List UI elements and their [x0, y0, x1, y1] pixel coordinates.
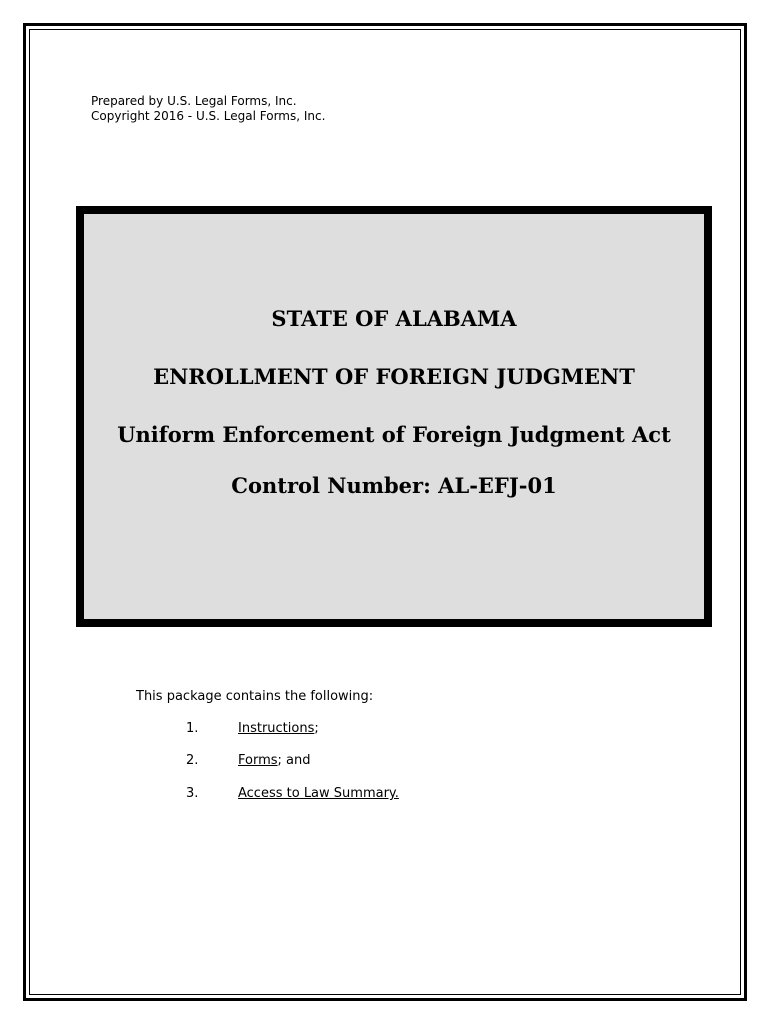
preparer-notice [91, 94, 325, 124]
list-item-number: 3. [186, 786, 199, 801]
state-heading: STATE OF ALABAMA [271, 306, 517, 331]
contents-intro: This package contains the following: [136, 689, 374, 704]
document-title: ENROLLMENT OF FOREIGN JUDGMENT [153, 364, 635, 389]
copyright-line: Copyright 2016 - U.S. Legal Forms, Inc. [91, 109, 326, 123]
list-item-number: 1. [186, 721, 199, 736]
forms-link[interactable]: Forms [238, 753, 278, 768]
instructions-link[interactable]: Instructions [238, 721, 315, 736]
list-item-suffix: ; and [277, 753, 311, 768]
list-item-suffix: ; [314, 721, 319, 736]
prepared-by-line: Prepared by U.S. Legal Forms, Inc. [91, 94, 297, 108]
act-name: Uniform Enforcement of Foreign Judgment Act [117, 422, 671, 447]
cover-title-box [76, 206, 712, 627]
list-item [186, 786, 399, 801]
law-summary-link[interactable]: Access to Law Summary. [238, 786, 399, 801]
control-number: Control Number: AL-EFJ-01 [231, 473, 557, 498]
list-item [186, 753, 311, 768]
list-item [186, 721, 319, 736]
list-item-number: 2. [186, 753, 199, 768]
